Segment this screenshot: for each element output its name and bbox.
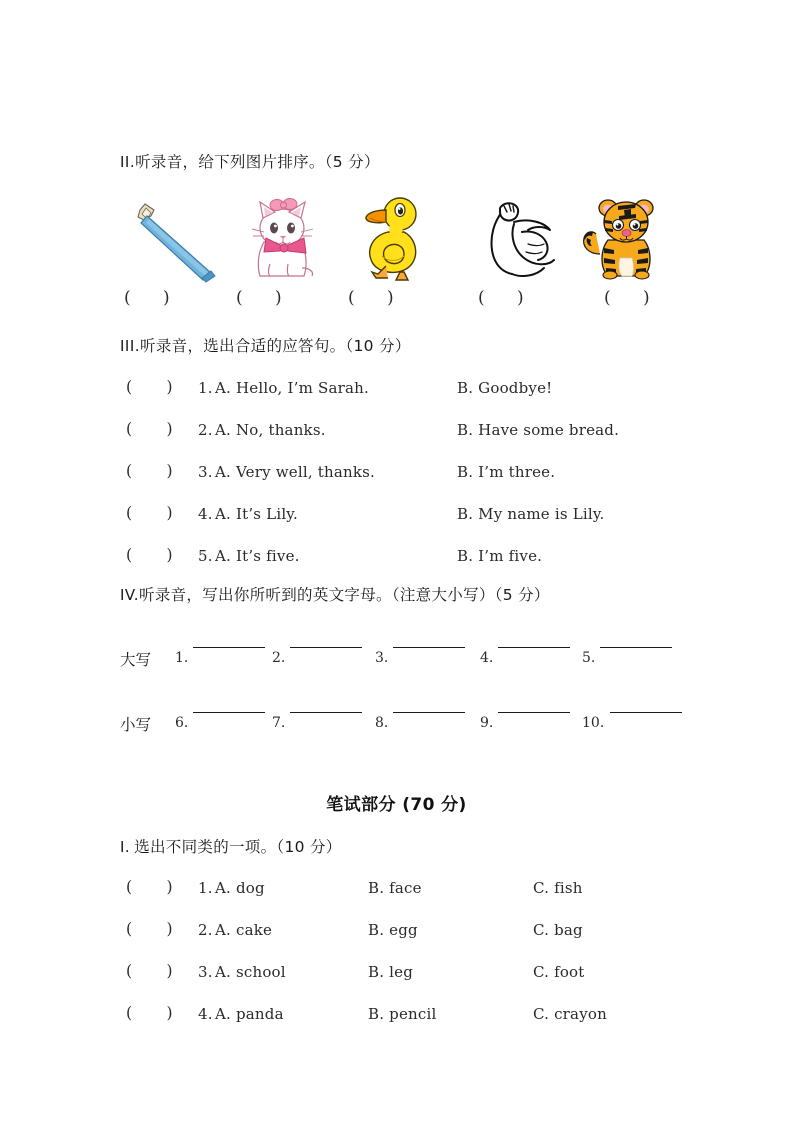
- picture-bracket-4[interactable]: ( ): [478, 288, 524, 308]
- lowercase-blank-8[interactable]: [375, 710, 480, 736]
- write-line[interactable]: [498, 712, 570, 713]
- option-b-text[interactable]: B. Have some bread.: [457, 421, 620, 439]
- lowercase-label: 小写: [120, 716, 152, 734]
- question-number: 2.: [198, 921, 213, 939]
- answer-bracket[interactable]: ( ): [126, 920, 173, 938]
- written-section-1-question-3: [120, 962, 720, 986]
- section-2-numeral: II.: [120, 153, 136, 171]
- picture-bracket-5[interactable]: ( ): [604, 288, 650, 308]
- uppercase-blank-5[interactable]: [582, 645, 687, 671]
- section-3-question-4: [120, 504, 720, 528]
- written-section-1-question-2: [120, 920, 720, 944]
- uppercase-blank-1[interactable]: [175, 645, 280, 671]
- answer-bracket[interactable]: ( ): [126, 962, 173, 980]
- option-b-text[interactable]: B. I’m three.: [457, 463, 556, 481]
- written-section-1-question-1: [120, 878, 720, 902]
- picture-arm: [466, 188, 570, 284]
- blank-number: 6.: [175, 715, 189, 731]
- uppercase-blank-2[interactable]: [272, 645, 377, 671]
- blank-number: 3.: [375, 650, 389, 666]
- section-4-heading: [120, 583, 550, 605]
- picture-bracket-1[interactable]: ( ): [124, 288, 170, 308]
- blank-number: 5.: [582, 650, 596, 666]
- question-number: 3.: [198, 463, 213, 481]
- picture-bracket-2[interactable]: ( ): [236, 288, 282, 308]
- picture-bracket-3[interactable]: ( ): [348, 288, 394, 308]
- section-4-title: 听录音，写出你所听到的英文字母。（注意大小写）（5 分）: [139, 586, 550, 604]
- crayon-icon: [118, 188, 222, 284]
- picture-cat: [230, 188, 334, 284]
- option-a-text[interactable]: A. It’s five.: [215, 547, 300, 565]
- write-line[interactable]: [610, 712, 682, 713]
- question-number: 4.: [198, 1005, 213, 1023]
- write-line[interactable]: [393, 647, 465, 648]
- answer-bracket[interactable]: ( ): [126, 378, 173, 396]
- answer-bracket[interactable]: ( ): [126, 420, 173, 438]
- uppercase-blank-row: [120, 645, 720, 675]
- picture-answer-brackets: [118, 288, 688, 314]
- option-a-text[interactable]: A. panda: [215, 1005, 284, 1023]
- question-number: 2.: [198, 421, 213, 439]
- section-3-question-1: [120, 378, 720, 402]
- question-number: 4.: [198, 505, 213, 523]
- option-b-text[interactable]: B. I’m five.: [457, 547, 543, 565]
- question-number: 3.: [198, 963, 213, 981]
- write-line[interactable]: [600, 647, 672, 648]
- written-section-1-numeral: I.: [120, 838, 131, 856]
- uppercase-blank-3[interactable]: [375, 645, 480, 671]
- question-number: 1.: [198, 879, 213, 897]
- question-number: 5.: [198, 547, 213, 565]
- duck-icon: [342, 188, 446, 284]
- option-c-text[interactable]: C. crayon: [533, 1005, 607, 1023]
- picture-sequence-row: [118, 188, 678, 284]
- answer-bracket[interactable]: ( ): [126, 504, 173, 522]
- answer-bracket[interactable]: ( ): [126, 462, 173, 480]
- option-b-text[interactable]: B. Goodbye!: [457, 379, 553, 397]
- section-2-heading: [120, 150, 380, 172]
- picture-crayon: [118, 188, 222, 284]
- written-section-1-heading: [120, 835, 342, 857]
- option-a-text[interactable]: A. dog: [215, 879, 265, 897]
- picture-duck: [342, 188, 446, 284]
- lowercase-blank-row: [120, 710, 720, 740]
- option-a-text[interactable]: A. Hello, I’m Sarah.: [215, 379, 369, 397]
- option-a-text[interactable]: A. school: [215, 963, 286, 981]
- option-c-text[interactable]: C. foot: [533, 963, 585, 981]
- write-line[interactable]: [193, 647, 265, 648]
- answer-bracket[interactable]: ( ): [126, 878, 173, 896]
- written-part-title: 笔试部分 (70 分): [326, 795, 467, 815]
- section-3-numeral: III.: [120, 337, 141, 355]
- blank-number: 4.: [480, 650, 494, 666]
- lowercase-blank-10[interactable]: [582, 710, 697, 736]
- option-a[interactable]: [198, 379, 213, 397]
- uppercase-label: 大写: [120, 651, 152, 669]
- option-b-text[interactable]: B. egg: [368, 921, 418, 939]
- blank-number: 8.: [375, 715, 389, 731]
- section-3-question-2: [120, 420, 720, 444]
- section-2-title: 听录音，给下列图片排序。（5 分）: [135, 153, 380, 171]
- write-line[interactable]: [290, 712, 362, 713]
- option-a-text[interactable]: A. It’s Lily.: [215, 505, 298, 523]
- section-3-heading: [120, 334, 411, 356]
- option-a-text[interactable]: A. Very well, thanks.: [215, 463, 376, 481]
- option-b-text[interactable]: B. My name is Lily.: [457, 505, 605, 523]
- option-a-text[interactable]: A. cake: [215, 921, 273, 939]
- question-number: 1.: [198, 379, 213, 397]
- written-section-1-title: 选出不同类的一项。（10 分）: [134, 838, 342, 856]
- blank-number: 2.: [272, 650, 286, 666]
- answer-bracket[interactable]: ( ): [126, 1004, 173, 1022]
- tiger-icon: [574, 188, 678, 284]
- uppercase-blank-4[interactable]: [480, 645, 585, 671]
- option-c-text[interactable]: C. bag: [533, 921, 583, 939]
- section-4-numeral: IV.: [120, 586, 140, 604]
- write-line[interactable]: [193, 712, 265, 713]
- section-3-question-5: [120, 546, 720, 570]
- write-line[interactable]: [498, 647, 570, 648]
- cat-icon: [230, 188, 334, 284]
- option-b-text[interactable]: B. face: [368, 879, 422, 897]
- written-section-1-question-4: [120, 1004, 720, 1028]
- option-c-text[interactable]: C. fish: [533, 879, 583, 897]
- picture-tiger: [574, 188, 678, 284]
- write-line[interactable]: [393, 712, 465, 713]
- blank-number: 7.: [272, 715, 286, 731]
- flexed-arm-icon: [466, 188, 570, 284]
- lowercase-blank-7[interactable]: [272, 710, 377, 736]
- write-line[interactable]: [290, 647, 362, 648]
- blank-number: 1.: [175, 650, 189, 666]
- option-b-text[interactable]: B. pencil: [368, 1005, 437, 1023]
- lowercase-blank-6[interactable]: [175, 710, 280, 736]
- lowercase-blank-9[interactable]: [480, 710, 585, 736]
- section-3-question-3: [120, 462, 720, 486]
- answer-bracket[interactable]: ( ): [126, 546, 173, 564]
- section-3-title: 听录音，选出合适的应答句。（10 分）: [140, 337, 411, 355]
- blank-number: 10.: [582, 715, 605, 731]
- option-a-text[interactable]: A. No, thanks.: [215, 421, 326, 439]
- blank-number: 9.: [480, 715, 494, 731]
- option-b-text[interactable]: B. leg: [368, 963, 414, 981]
